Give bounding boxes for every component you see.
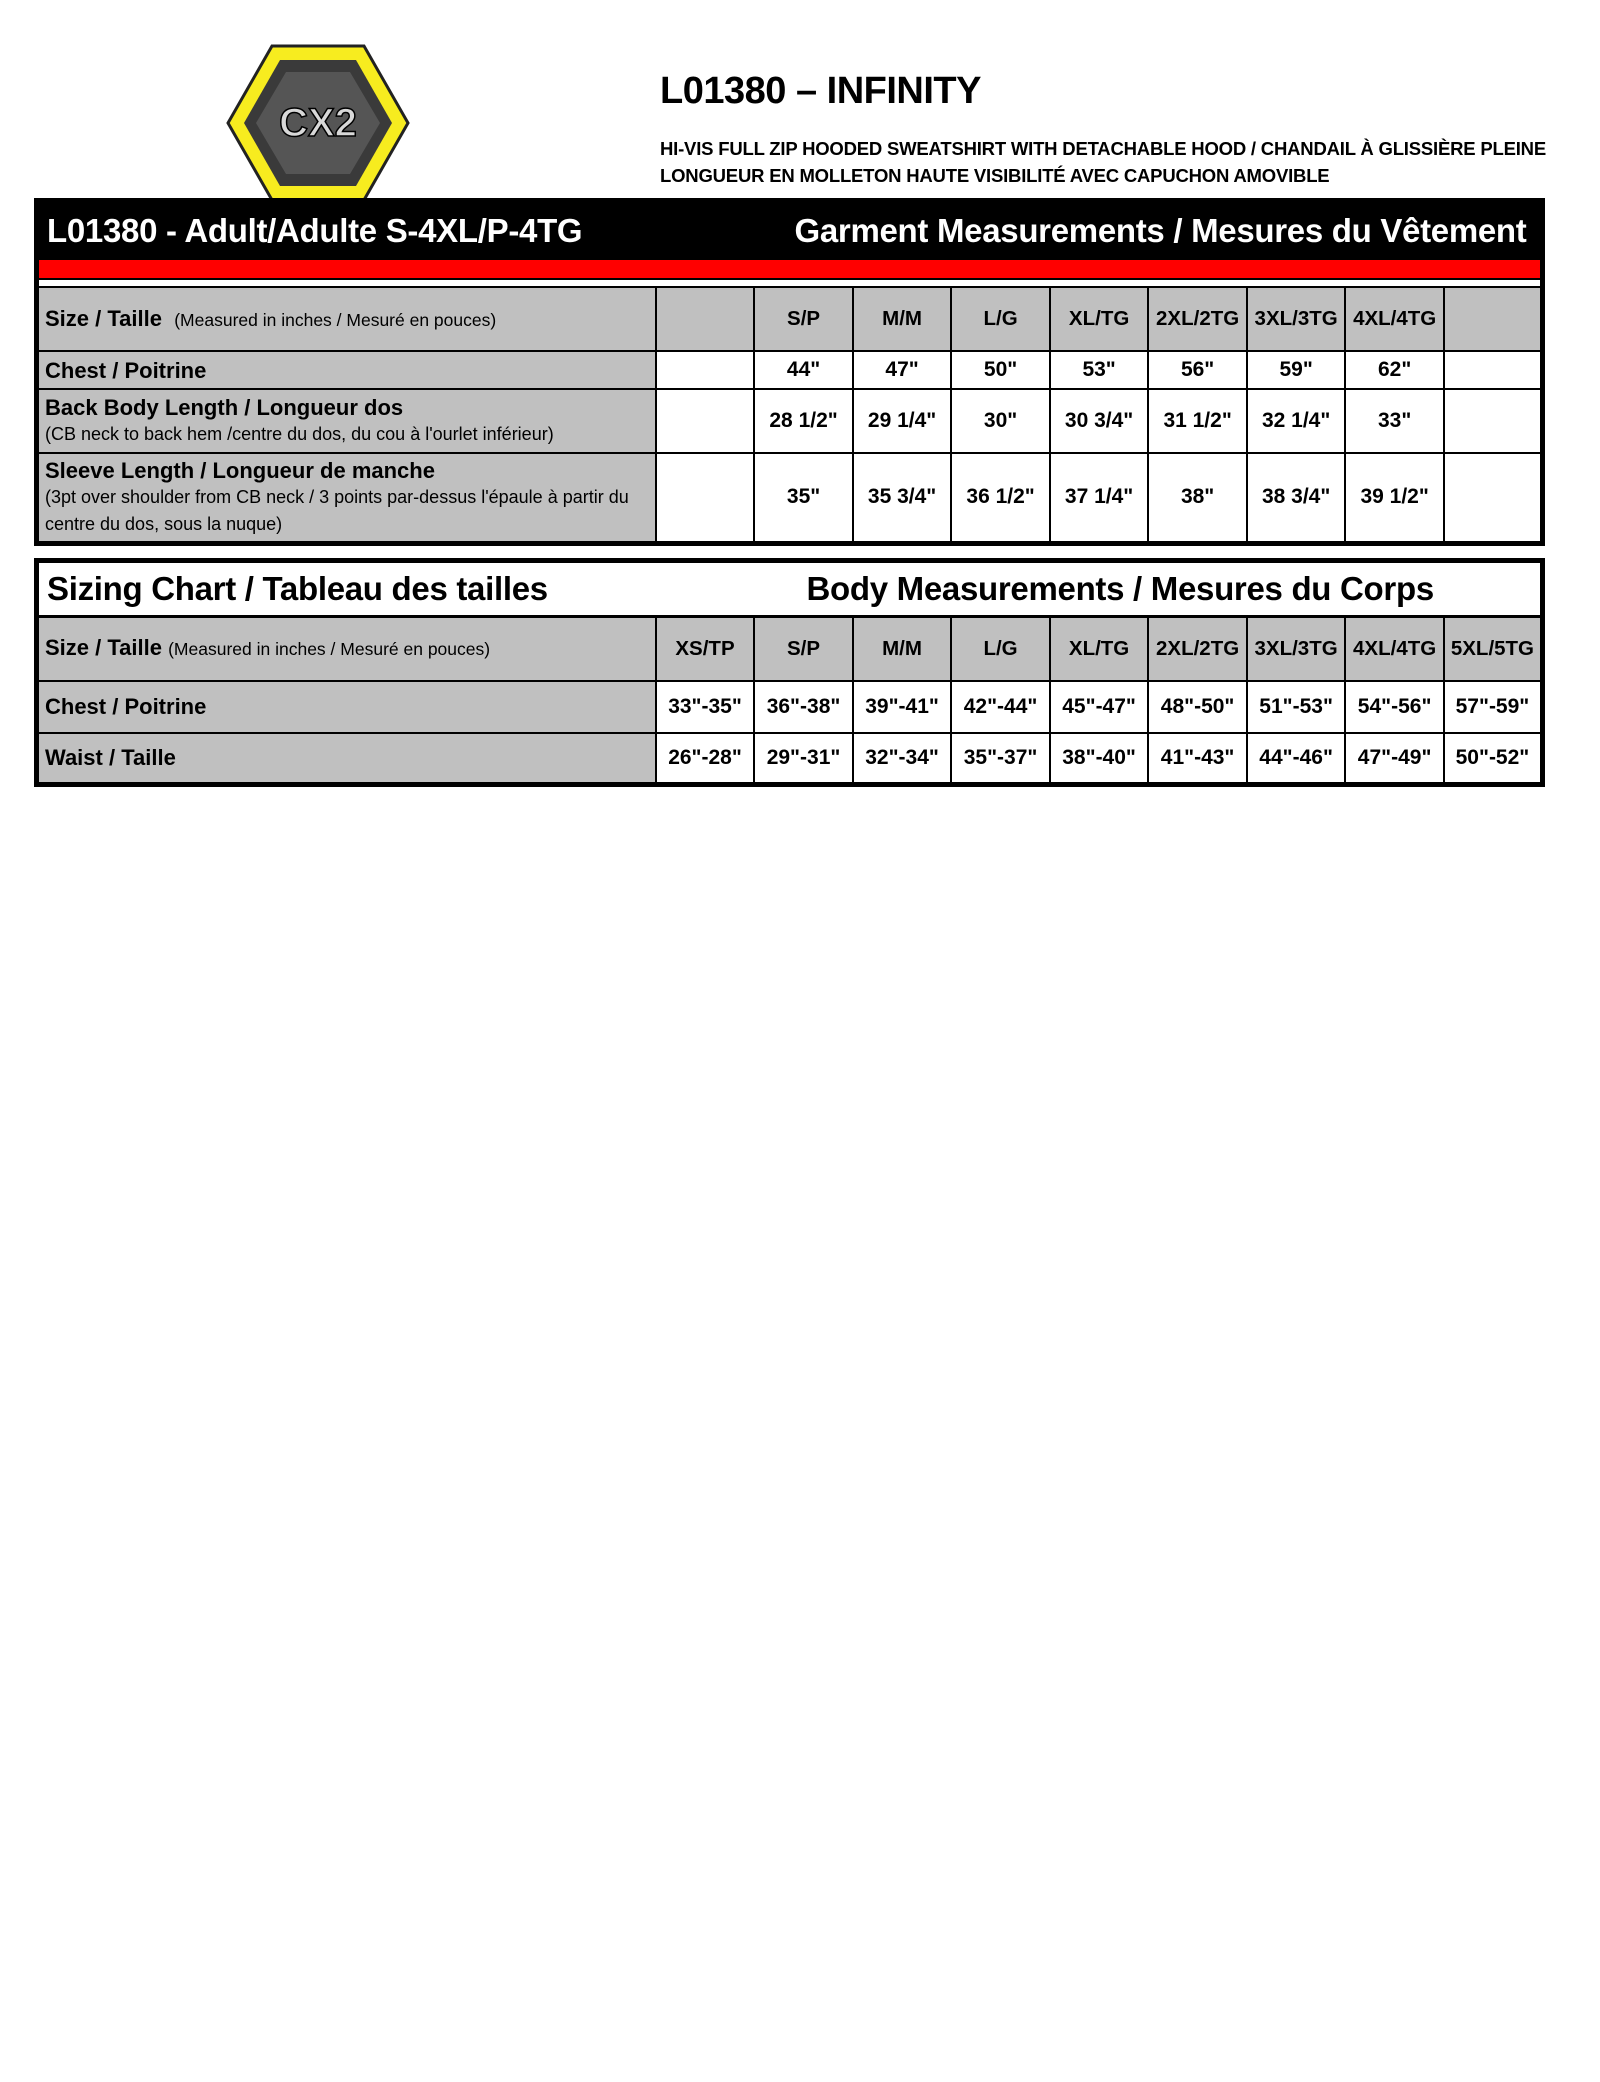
row-label-cell: Back Body Length / Longueur dos (CB neck to back hem /centre du dos, du cou à l'ourlet inférieur) (37, 389, 656, 453)
measurement-cell: 44" (754, 351, 853, 389)
size-header-cell: S/P (754, 617, 853, 681)
size-header-cell: 3XL/3TG (1247, 287, 1346, 351)
body-chest-row (37, 681, 1543, 733)
measurement-cell: 56" (1148, 351, 1247, 389)
measurement-cell: 47" (853, 351, 952, 389)
measurement-cell: 62" (1345, 351, 1444, 389)
measurement-cell: 36"-38" (754, 681, 853, 733)
garment-title-bar: L01380 - Adult/Adulte S-4XL/P-4TG Garment Measurements / Mesures du Vêtement (37, 201, 1543, 260)
measurement-cell: 35" (754, 453, 853, 543)
body-waist-row (37, 733, 1543, 785)
body-title-bar: Sizing Chart / Tableau des tailles Body Measurements / Mesures du Corps (37, 561, 1543, 617)
measurement-cell: 39 1/2" (1345, 453, 1444, 543)
size-header-cell: 2XL/2TG (1148, 287, 1247, 351)
measurement-cell: 32"-34" (853, 733, 952, 785)
measurement-cell: 54"-56" (1345, 681, 1444, 733)
measurement-cell: 33" (1345, 389, 1444, 453)
measurement-cell: 26"-28" (656, 733, 755, 785)
measurement-cell: 51"-53" (1247, 681, 1346, 733)
size-header-cell: 4XL/4TG (1345, 287, 1444, 351)
size-header-cell: 3XL/3TG (1247, 617, 1346, 681)
body-size-row (37, 617, 1543, 681)
measurement-cell: 57"-59" (1444, 681, 1543, 733)
size-header-cell: XL/TG (1050, 287, 1149, 351)
measurement-cell: 28 1/2" (754, 389, 853, 453)
measurement-cell: 35 3/4" (853, 453, 952, 543)
measurement-cell: 32 1/4" (1247, 389, 1346, 453)
body-measurements-table (34, 558, 1545, 787)
measurement-cell: 37 1/4" (1050, 453, 1149, 543)
measurement-cell (656, 389, 755, 453)
measurement-cell (1444, 351, 1543, 389)
size-header-cell: M/M (853, 287, 952, 351)
row-label-cell: Size / Taille (Measured in inches / Mesuré en pouces) (37, 617, 656, 681)
row-label-cell: Waist / Taille (37, 733, 656, 785)
svg-text:CX2: CX2 (279, 101, 357, 145)
measurement-cell: 44"-46" (1247, 733, 1346, 785)
measurement-cell: 50"-52" (1444, 733, 1543, 785)
measurement-cell: 50" (951, 351, 1050, 389)
measurement-cell: 39"-41" (853, 681, 952, 733)
measurement-cell (1444, 389, 1543, 453)
measurement-cell: 42"-44" (951, 681, 1050, 733)
product-title: L01380 – INFINITY (660, 70, 981, 112)
measurement-cell: 31 1/2" (1148, 389, 1247, 453)
size-header-cell: XL/TG (1050, 617, 1149, 681)
measurement-cell: 45"-47" (1050, 681, 1149, 733)
size-header-cell: 4XL/4TG (1345, 617, 1444, 681)
size-header-cell: L/G (951, 617, 1050, 681)
measurement-cell: 29"-31" (754, 733, 853, 785)
size-header-cell (1444, 287, 1543, 351)
measurement-cell: 30" (951, 389, 1050, 453)
size-header-cell: 5XL/5TG (1444, 617, 1543, 681)
size-header-cell (656, 287, 755, 351)
garment-back-length-row (37, 389, 1543, 453)
row-label-cell: Chest / Poitrine (37, 351, 656, 389)
size-header-cell: M/M (853, 617, 952, 681)
measurement-cell: 35"-37" (951, 733, 1050, 785)
row-label-cell: Size / Taille (Measured in inches / Mesuré en pouces) (37, 287, 656, 351)
measurement-cell: 29 1/4" (853, 389, 952, 453)
red-divider (37, 259, 1543, 279)
garment-measurements-table (34, 198, 1545, 546)
measurement-cell: 38" (1148, 453, 1247, 543)
row-label-cell: Sleeve Length / Longueur de manche (3pt over shoulder from CB neck / 3 points par-dessus l'épaule à partir du centre du dos, sous la nuque) (37, 453, 656, 543)
measurement-cell: 48"-50" (1148, 681, 1247, 733)
measurement-cell: 36 1/2" (951, 453, 1050, 543)
measurement-cell: 30 3/4" (1050, 389, 1149, 453)
measurement-cell: 38"-40" (1050, 733, 1149, 785)
measurement-cell: 59" (1247, 351, 1346, 389)
measurement-cell (656, 453, 755, 543)
size-header-cell: 2XL/2TG (1148, 617, 1247, 681)
measurement-cell: 47"-49" (1345, 733, 1444, 785)
measurement-cell: 41"-43" (1148, 733, 1247, 785)
size-header-cell: S/P (754, 287, 853, 351)
garment-chest-row (37, 351, 1543, 389)
garment-sleeve-length-row (37, 453, 1543, 543)
cx2-logo (226, 44, 410, 202)
size-header-cell: XS/TP (656, 617, 755, 681)
measurement-cell (1444, 453, 1543, 543)
measurement-cell: 38 3/4" (1247, 453, 1346, 543)
row-label-cell: Chest / Poitrine (37, 681, 656, 733)
size-header-cell: L/G (951, 287, 1050, 351)
measurement-cell (656, 351, 755, 389)
product-subtitle: HI-VIS FULL ZIP HOODED SWEATSHIRT WITH DETACHABLE HOOD / CHANDAIL À GLISSIÈRE PLEINE LONGUEUR EN MOLLETON HAUTE VISIBILITÉ AVEC CAPUCHON AMOVIBLE (660, 138, 1546, 186)
measurement-cell: 53" (1050, 351, 1149, 389)
measurement-cell: 33"-35" (656, 681, 755, 733)
garment-size-row (37, 287, 1543, 351)
